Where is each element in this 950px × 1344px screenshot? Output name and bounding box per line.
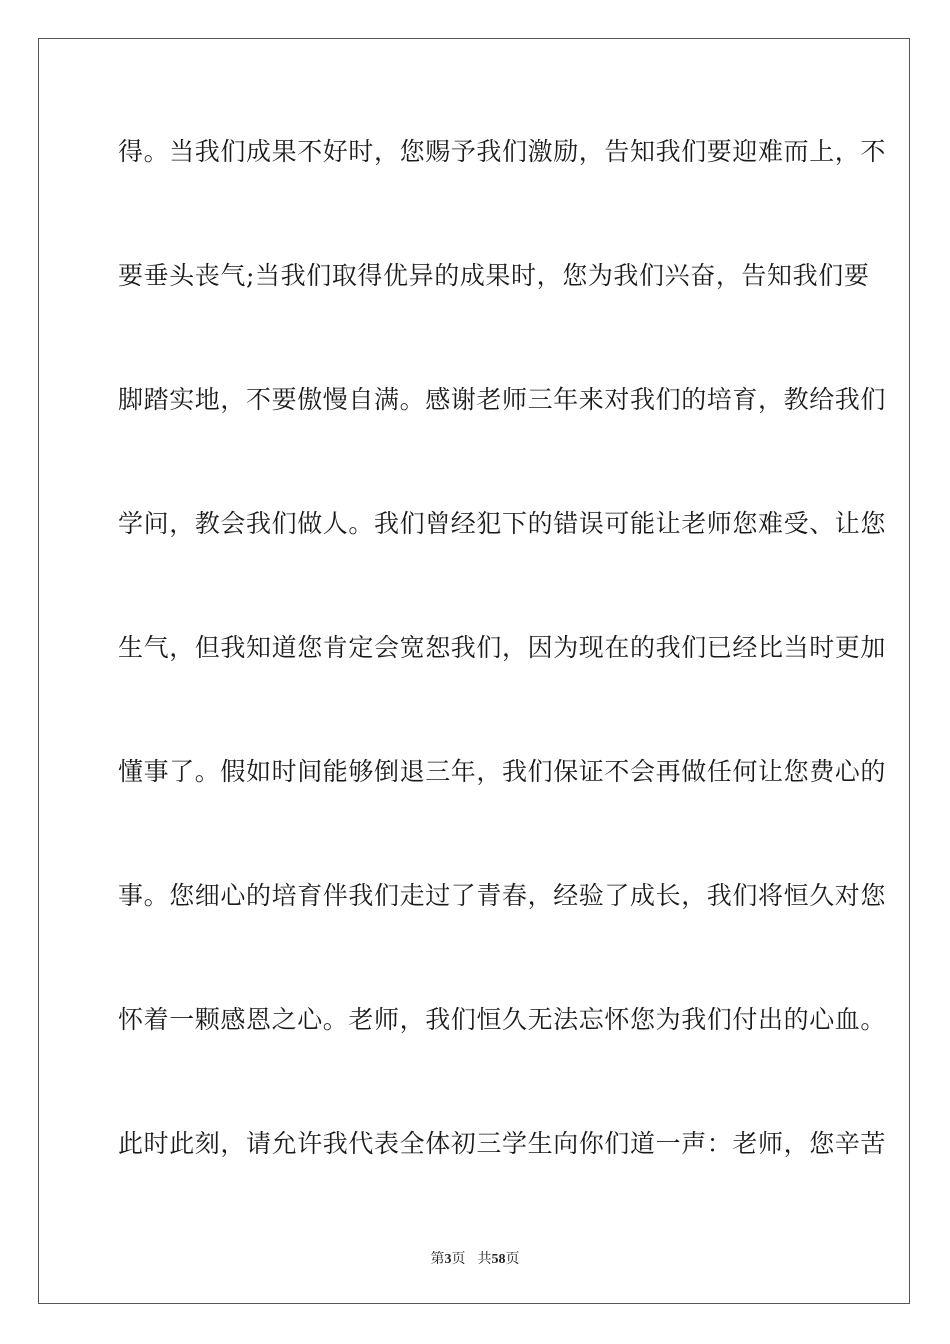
text-line: 事。您细心的培育伴我们走过了青春，经验了成长，我们将恒久对您: [118, 881, 887, 910]
total-prefix: 共: [477, 1251, 492, 1267]
text-line: 脚踏实地，不要傲慢自满。感谢老师三年来对我们的培育，教给我们: [118, 385, 887, 414]
text-line: 得。当我们成果不好时，您赐予我们激励，告知我们要迎难而上，不: [118, 137, 887, 166]
page-prefix: 第: [430, 1251, 445, 1267]
text-line: 学问，教会我们做人。我们曾经犯下的错误可能让老师您难受、让您: [118, 509, 887, 538]
text-line: 生气，但我知道您肯定会宽恕我们，因为现在的我们已经比当时更加: [118, 633, 887, 662]
text-line: 懂事了。假如时间能够倒退三年，我们保证不会再做任何让您费心的: [118, 757, 887, 786]
page-footer: [0, 1248, 950, 1268]
text-line: 怀着一颗感恩之心。老师，我们恒久无法忘怀您为我们付出的心血。: [118, 1005, 887, 1034]
text-line: 此时此刻，请允许我代表全体初三学生向你们道一声：老师，您辛苦: [118, 1129, 887, 1158]
total-suffix: 页: [505, 1251, 520, 1267]
current-page-number: 3: [444, 1252, 452, 1267]
body-text: [118, 130, 887, 1246]
text-line: 要垂头丧气;当我们取得优异的成果时，您为我们兴奋，告知我们要: [118, 261, 870, 290]
page-suffix: 页: [451, 1251, 466, 1267]
total-pages-number: 58: [491, 1252, 506, 1267]
